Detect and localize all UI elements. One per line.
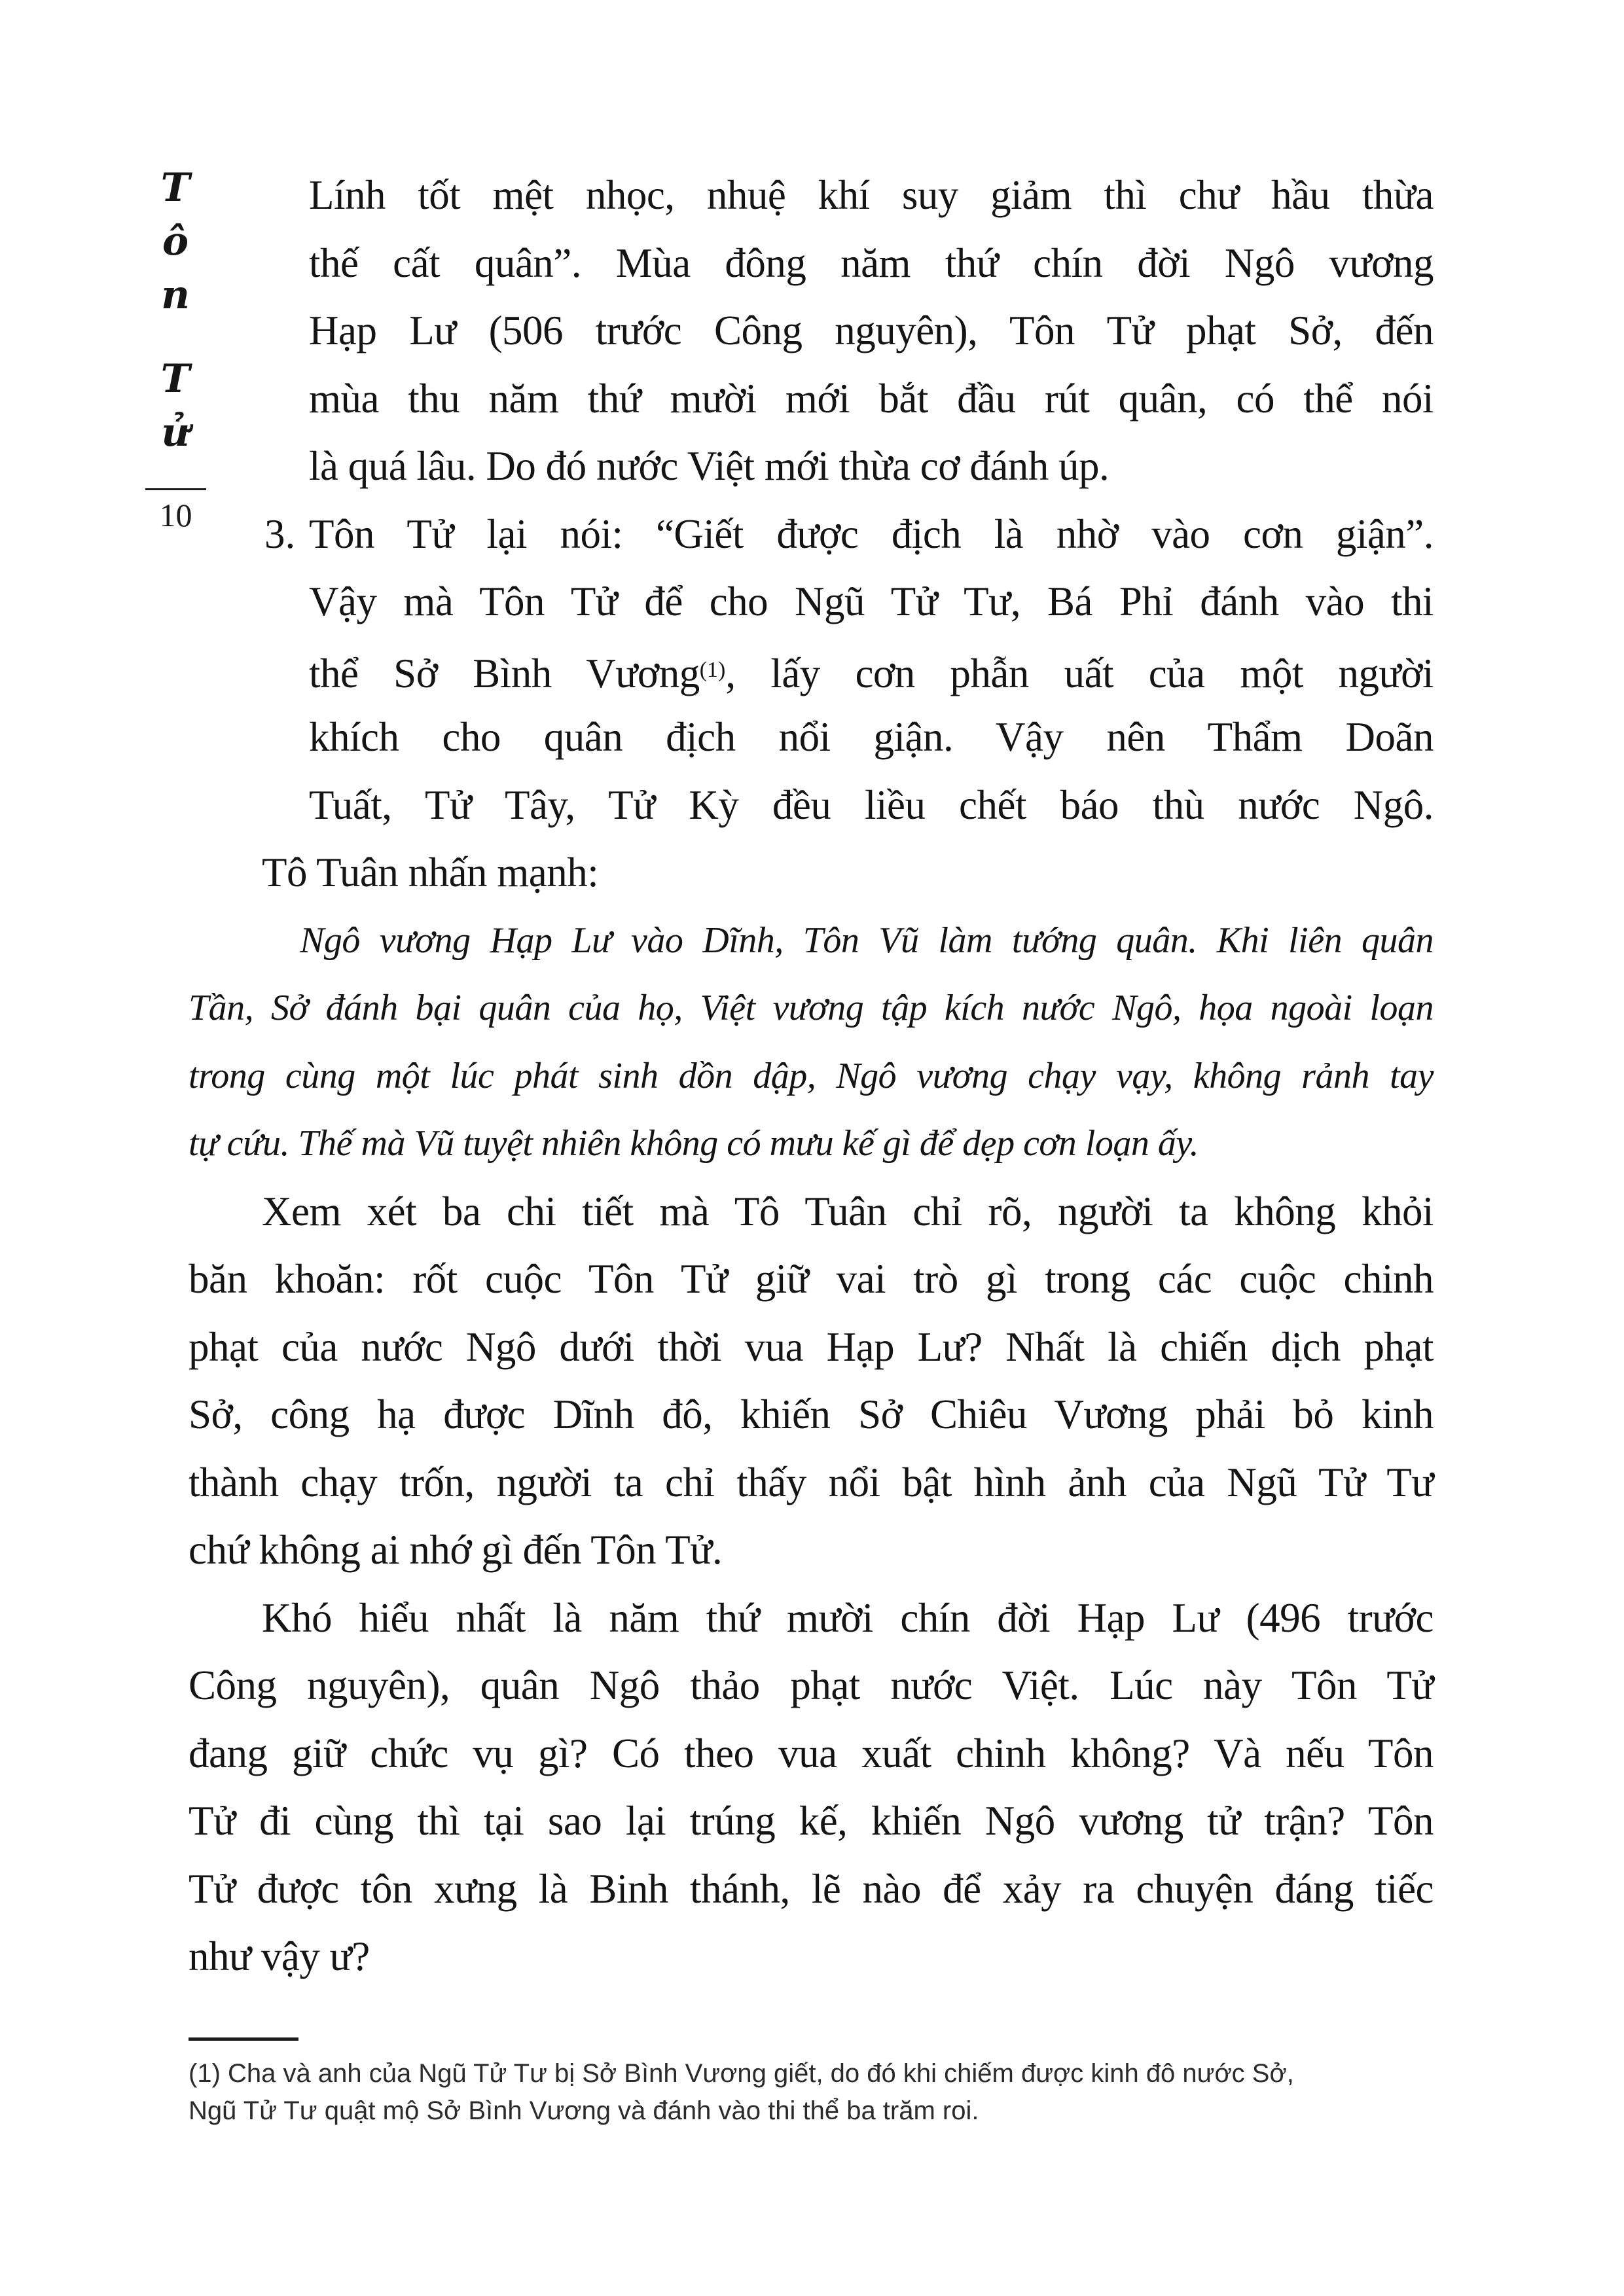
quote-line: Tần, Sở đánh bại quân của họ, Việt vương tập kích nước Ngô, họa ngoài loạn xyxy=(189,988,1434,1028)
text-line: đang giữ chức vụ gì? Có theo vua xuất chinh không? Và nếu Tôn xyxy=(189,1730,1434,1776)
text-segment: , lấy cơn phẫn uất của một người xyxy=(725,650,1434,696)
list-item-3-marker: 3. xyxy=(264,511,296,557)
text-line: Tử đi cùng thì tại sao lại trúng kế, khiến Ngô vương tử trận? Tôn xyxy=(189,1798,1434,1844)
text-line: băn khoăn: rốt cuộc Tôn Tử giữ vai trò gì trong các cuộc chinh xyxy=(189,1256,1434,1302)
footnote xyxy=(189,2037,1434,2130)
text-line: phạt của nước Ngô dưới thời vua Hạp Lư? Nhất là chiến dịch phạt xyxy=(189,1323,1434,1370)
page-number: 10 xyxy=(159,497,192,533)
text-segment: thể Sở Bình Vương xyxy=(309,650,700,696)
footnote-line: Ngũ Tử Tư quật mộ Sở Bình Vương và đánh vào thi thể ba trăm roi. xyxy=(189,2096,979,2125)
footnote-line: (1) Cha và anh của Ngũ Tử Tư bị Sở Bình Vương giết, do đó khi chiếm được kinh đô nước Sở, xyxy=(189,2059,1294,2088)
text-line: Sở, công hạ được Dĩnh đô, khiến Sở Chiêu Vương phải bỏ kinh xyxy=(189,1391,1434,1437)
lead-in-line: Tô Tuân nhấn mạnh: xyxy=(262,850,599,895)
text-line: thành chạy trốn, người ta chỉ thấy nổi bật hình ảnh của Ngũ Tử Tư xyxy=(189,1459,1434,1505)
quote-line: tự cứu. Thế mà Vũ tuyệt nhiên không có mưu kế gì để dẹp cơn loạn ấy. xyxy=(189,1123,1199,1164)
text-line: Tuất, Tử Tây, Tử Kỳ đều liều chết báo thù nước Ngô. xyxy=(309,781,1434,828)
text-line: mùa thu năm thứ mười mới bắt đầu rút quân, có thể nói xyxy=(309,375,1434,422)
footnote-divider xyxy=(189,2037,298,2041)
text-line: là quá lâu. Do đó nước Việt mới thừa cơ đánh úp. xyxy=(309,443,1110,489)
text-line: Vậy mà Tôn Tử để cho Ngũ Tử Tư, Bá Phỉ đánh vào thi xyxy=(309,579,1434,624)
quote-line: Ngô vương Hạp Lư vào Dĩnh, Tôn Vũ làm tướng quân. Khi liên quân xyxy=(300,920,1434,961)
footnote-reference: (1) xyxy=(699,657,726,682)
text-line: Công nguyên), quân Ngô thảo phạt nước Việt. Lúc này Tôn Tử xyxy=(189,1662,1434,1708)
margin-calligraphy-tu: Tử xyxy=(153,356,198,463)
text-line: Hạp Lư (506 trước Công nguyên), Tôn Tử phạt Sở, đến xyxy=(309,308,1434,353)
text-line: Tử được tôn xưng là Binh thánh, lẽ nào để xảy ra chuyện đáng tiếc xyxy=(189,1865,1434,1912)
text-line: chứ không ai nhớ gì đến Tôn Tử. xyxy=(189,1527,723,1573)
quote-line: trong cùng một lúc phát sinh dồn dập, Ngô vương chạy vạy, không rảnh tay xyxy=(189,1055,1434,1096)
text-line: thế cất quân”. Mùa đông năm thứ chín đời Ngô vương xyxy=(309,240,1434,286)
text-line: như vậy ư? xyxy=(189,1933,370,1979)
text-line: khích cho quân địch nổi giận. Vậy nên Thẩm Doãn xyxy=(309,714,1434,760)
text-line: Lính tốt mệt nhọc, nhuệ khí suy giảm thì chư hầu thừa xyxy=(309,172,1434,218)
text-column xyxy=(189,162,1434,1991)
text-line: Tôn Tử lại nói: “Giết được địch là nhờ vào cơn giận”. xyxy=(309,511,1434,557)
text-line-with-footnote-ref xyxy=(189,636,1434,704)
margin-calligraphy-ton: Tôn xyxy=(153,165,198,326)
list-item-3-first-line xyxy=(189,501,1434,569)
text-line: Khó hiểu nhất là năm thứ mười chín đời Hạp Lư (496 trước xyxy=(262,1594,1434,1641)
text-line: Xem xét ba chi tiết mà Tô Tuân chỉ rõ, người ta không khỏi xyxy=(262,1188,1434,1234)
